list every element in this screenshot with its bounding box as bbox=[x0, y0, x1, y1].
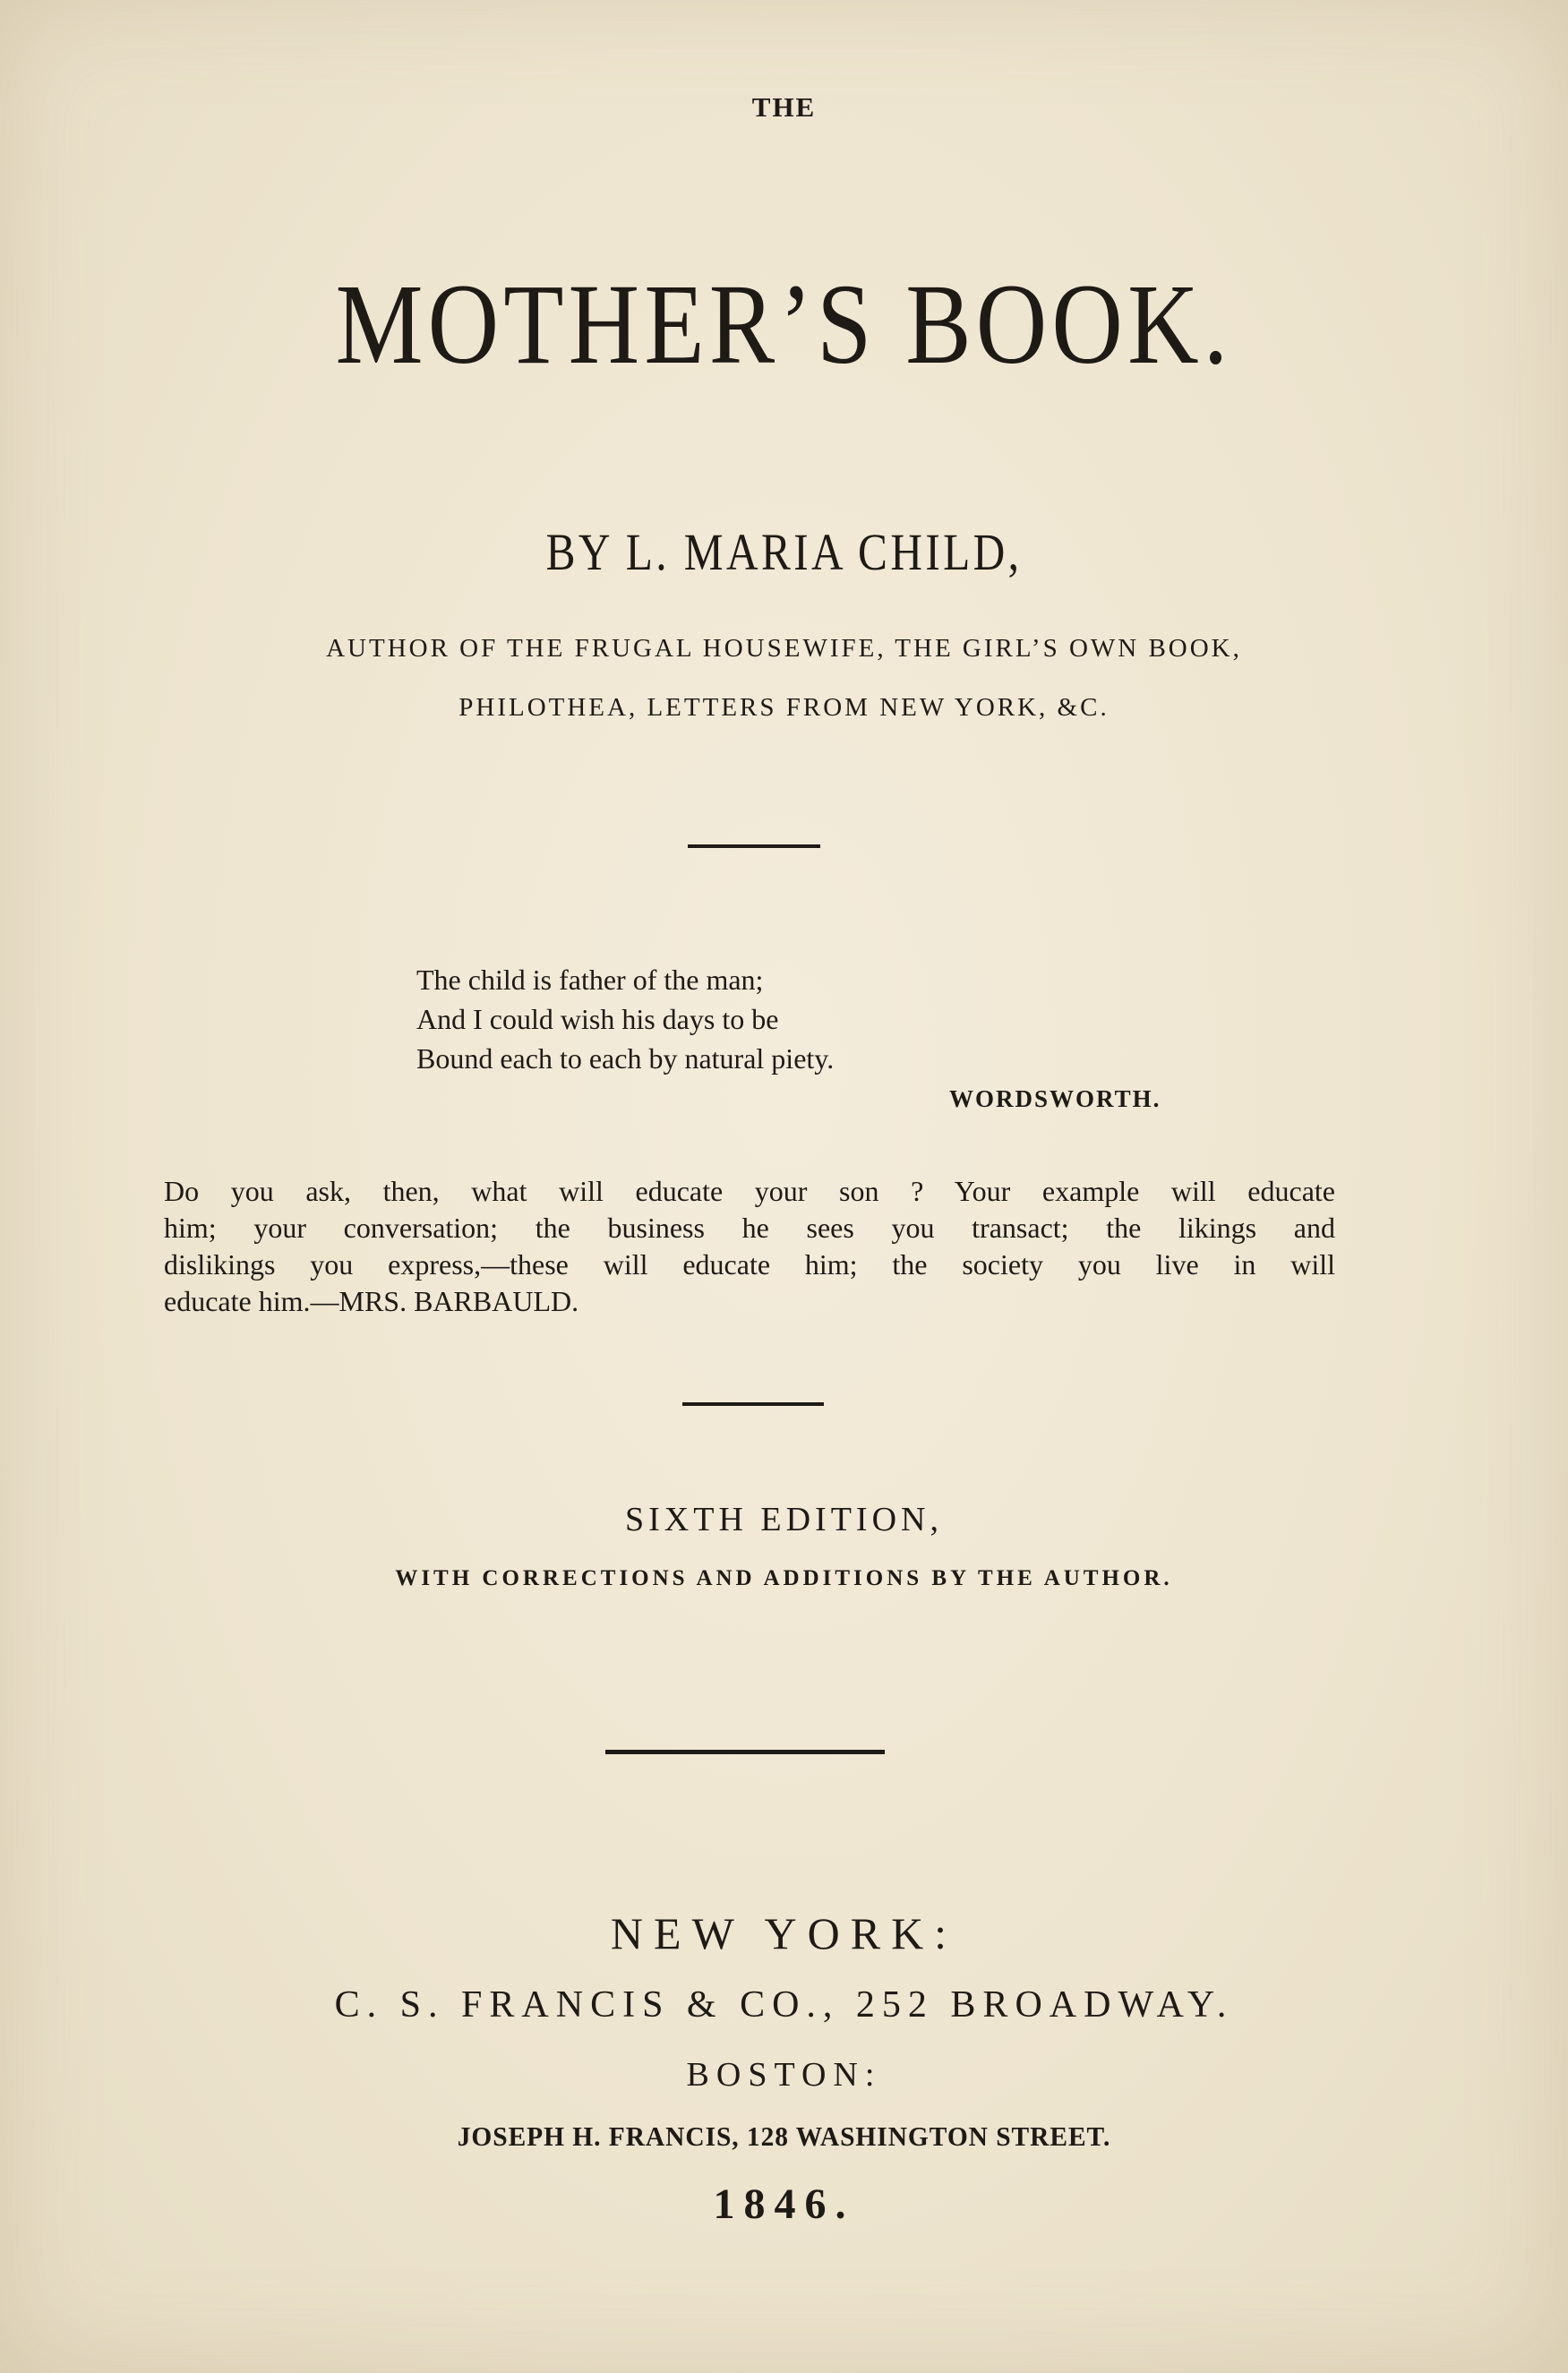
book-title: MOTHER’S BOOK. bbox=[335, 261, 1233, 388]
author-credits-line-1: AUTHOR OF THE FRUGAL HOUSEWIFE, THE GIRL’S OWN BOOK, bbox=[326, 634, 1242, 663]
imprint-place-boston: BOSTON: bbox=[686, 2056, 882, 2094]
imprint-year: 1846. bbox=[713, 2180, 855, 2228]
prose-line: him; your conversation; the business he sees you transact; the likings and bbox=[164, 1212, 1335, 1244]
author-credits-line-2: PHILOTHEA, LETTERS FROM NEW YORK, &C. bbox=[458, 693, 1110, 722]
prose-line: Do you ask, then, what will educate your son ? Your example will educate bbox=[164, 1175, 1335, 1207]
title-article: THE bbox=[751, 91, 817, 123]
verse-epigraph bbox=[416, 960, 834, 1078]
prose-epigraph bbox=[164, 1173, 1335, 1320]
verse-line: And I could wish his days to be bbox=[416, 1003, 779, 1035]
author-byline: BY L. MARIA CHILD, bbox=[545, 523, 1023, 581]
imprint-publisher-boston: JOSEPH H. FRANCIS, 128 WASHINGTON STREET. bbox=[457, 2120, 1111, 2152]
divider-rule bbox=[688, 844, 820, 848]
divider-rule bbox=[605, 1750, 885, 1754]
edition-note: WITH CORRECTIONS AND ADDITIONS BY THE AUTHOR. bbox=[395, 1566, 1173, 1590]
verse-line: Bound each to each by natural piety. bbox=[416, 1042, 835, 1075]
imprint-publisher-new-york: C. S. FRANCIS & CO., 252 BROADWAY. bbox=[334, 1984, 1234, 2026]
edition-label: SIXTH EDITION, bbox=[625, 1501, 943, 1538]
prose-line: educate him.—MRS. BARBAULD. bbox=[164, 1285, 579, 1317]
verse-line: The child is father of the man; bbox=[416, 964, 764, 996]
prose-line: dislikings you express,—these will educate him; the society you live in will bbox=[164, 1248, 1335, 1281]
imprint-place-new-york: NEW YORK: bbox=[610, 1908, 958, 1958]
verse-attribution: WORDSWORTH. bbox=[949, 1085, 1161, 1112]
divider-rule bbox=[682, 1402, 824, 1406]
